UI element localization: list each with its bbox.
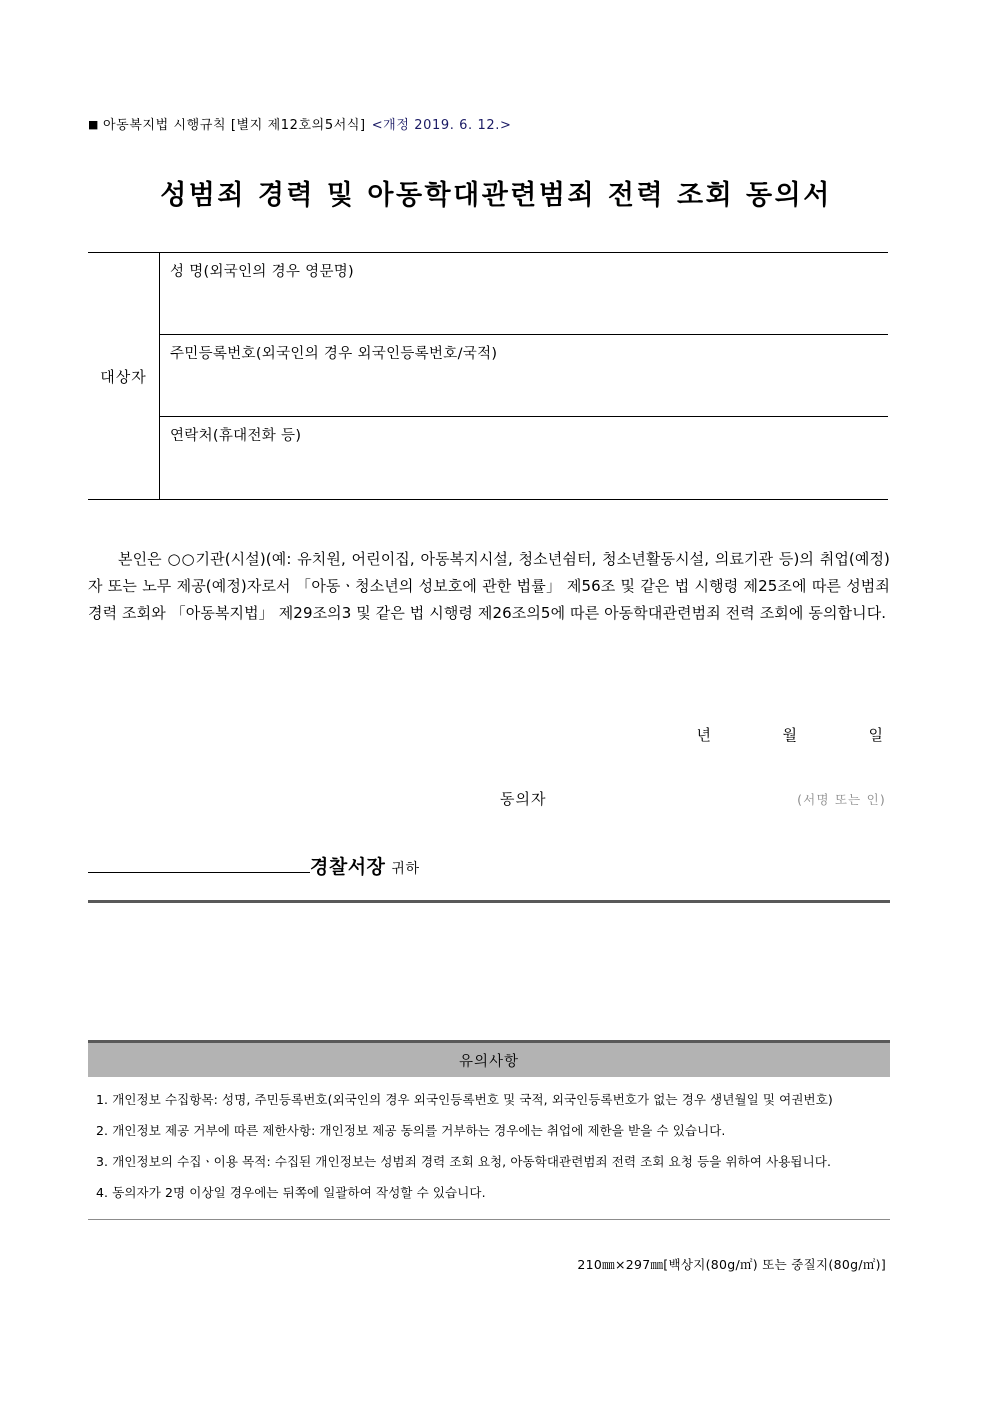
addressee-office: 경찰서장 <box>310 856 386 878</box>
date-month-label: 월 <box>782 726 798 744</box>
consent-paragraph: 본인은 ○○기관(시설)(예: 유치원, 어린이집, 아동복지시설, 청소년쉼터, 청소년활동시설, 의료기관 등)의 취업(예정)자 또는 노무 제공(예정)자로서 「아동ㆍ청소년의 성보호에 관한 법률」 제56조 및 같은 법 시행령 제25조에 따른 성범죄 경력 조회와 「아동복지법」 제29조의3 및 같은 법 시행령 제26조의5에 따른 아동학대관련범죄 전력 조회에 동의합니다. <box>88 550 890 622</box>
notice-list <box>88 1077 890 1219</box>
signer-label: 동의자 <box>500 790 547 808</box>
form-header-statute: 아동복지법 시행규칙 [별지 제12호의5서식] <box>103 118 366 133</box>
form-header-revision: <개정 2019. 6. 12.> <box>371 118 512 133</box>
list-item: 3. 개인정보의 수집ㆍ이용 목적: 수집된 개인정보는 성범죄 경력 조회 요청, 아동학대관련범죄 전력 조회 요청 등을 위하여 사용됩니다. <box>96 1154 832 1170</box>
form-header <box>88 118 511 134</box>
signature-note: (서명 또는 인) <box>797 792 886 807</box>
bullet-square-icon: ■ <box>88 118 99 131</box>
paper-spec-footer: 210㎜×297㎜[백상지(80g/㎡) 또는 중질지(80g/㎡)] <box>577 1257 886 1272</box>
date-line <box>88 724 890 745</box>
subject-table-row-label: 대상자 <box>88 253 160 499</box>
list-item: 4. 동의자가 2명 이상일 경우에는 뒤쪽에 일괄하여 작성할 수 있습니다. <box>96 1185 486 1201</box>
addressee-honorific: 귀하 <box>391 861 420 877</box>
notice-heading: 유의사항 <box>88 1040 890 1077</box>
page-title: 성범죄 경력 및 아동학대관련범죄 전력 조회 동의서 <box>160 180 832 211</box>
subject-table <box>88 252 888 500</box>
date-year-label: 년 <box>696 726 712 744</box>
table-row[interactable]: 주민등록번호(외국인의 경우 외국인등록번호/국적) <box>160 335 888 417</box>
signer-line <box>88 788 890 809</box>
addressee-line <box>88 852 419 879</box>
list-item: 2. 개인정보 제공 거부에 따른 제한사항: 개인정보 제공 동의를 거부하는 경우에는 취업에 제한을 받을 수 있습니다. <box>96 1123 726 1139</box>
section-divider <box>88 900 890 903</box>
addressee-blank-field[interactable] <box>88 852 310 873</box>
notice-box <box>88 1040 890 1220</box>
subject-table-rows <box>160 253 888 499</box>
list-item: 1. 개인정보 수집항목: 성명, 주민등록번호(외국인의 경우 외국인등록번호 및 국적, 외국인등록번호가 없는 경우 생년월일 및 여권번호) <box>96 1092 833 1107</box>
date-day-label: 일 <box>868 726 884 744</box>
table-row[interactable]: 연락처(휴대전화 등) <box>170 428 302 444</box>
table-row[interactable]: 성 명(외국인의 경우 영문명) <box>160 253 888 335</box>
